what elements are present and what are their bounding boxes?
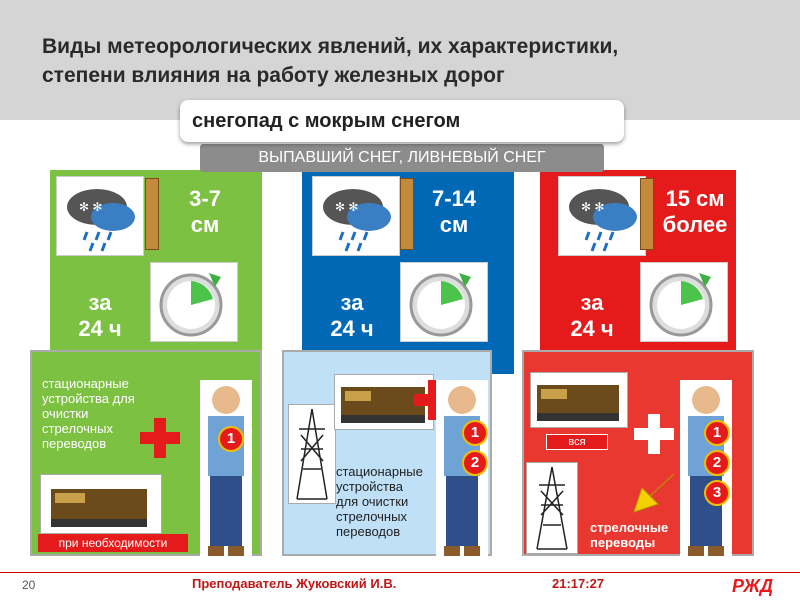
page-number: 20 [22,578,36,592]
all-label: вся [546,434,608,450]
snow-amount-1: 3-7 см [189,186,221,237]
period-1: за 24 ч [78,290,122,341]
level-badge: 1 [704,420,730,446]
power-tower-image [288,404,336,504]
phenomenon-label: снегопад с мокрым снегом [180,100,624,142]
measures-text-3: стрелочные переводы [590,520,669,550]
power-tower-image [526,462,578,554]
period-2: за 24 ч [330,290,374,341]
locomotive-image [530,372,628,428]
measures-text-1: стационарные устройства для очистки стрелочных переводов [42,376,135,451]
page-title [42,32,782,90]
title-line-1: Виды метеорологических явлений, их характеристики, [42,35,619,58]
arrow-icon [630,470,680,516]
author: Преподаватель Жуковский И.В. [192,576,397,591]
snow-amount-2: 7-14 см [431,186,477,237]
ruler-icon [400,178,414,250]
svg-text:✻ ✻: ✻ ✻ [335,200,359,214]
rzd-logo [730,574,780,596]
level-badge: 1 [218,426,244,452]
level-badge: 2 [704,450,730,476]
measures-text-2: стационарные устройства для очистки стрелочных переводов [336,464,423,539]
subtitle-bar: ВЫПАВШИЙ СНЕГ, ЛИВНЕВЫЙ СНЕГ [200,144,604,172]
snow-cloud-icon [312,176,400,256]
snow-cloud-icon [56,176,144,256]
snow-amount-3: 15 см более [662,186,728,237]
stopwatch-icon [640,262,728,342]
level-badge: 2 [462,450,488,476]
snow-cloud-icon [558,176,646,256]
stopwatch-icon [400,262,488,342]
level-badge: 1 [462,420,488,446]
footer-divider [0,572,800,573]
svg-text:✻ ✻: ✻ ✻ [581,200,605,214]
plus-icon [634,414,674,454]
period-3: за 24 ч [570,290,614,341]
svg-text:РЖД: РЖД [732,576,774,596]
title-line-2: степени влияния на работу железных дорог [42,64,505,87]
locomotive-image [40,474,162,534]
level-badge: 3 [704,480,730,506]
svg-text:✻ ✻: ✻ ✻ [79,200,103,214]
ruler-icon [145,178,159,250]
worker-image [200,380,252,558]
plus-icon [140,418,180,458]
ruler-icon [640,178,654,250]
necessity-label: при необходимости [38,534,188,552]
stopwatch-icon [150,262,238,342]
time: 21:17:27 [552,576,605,591]
